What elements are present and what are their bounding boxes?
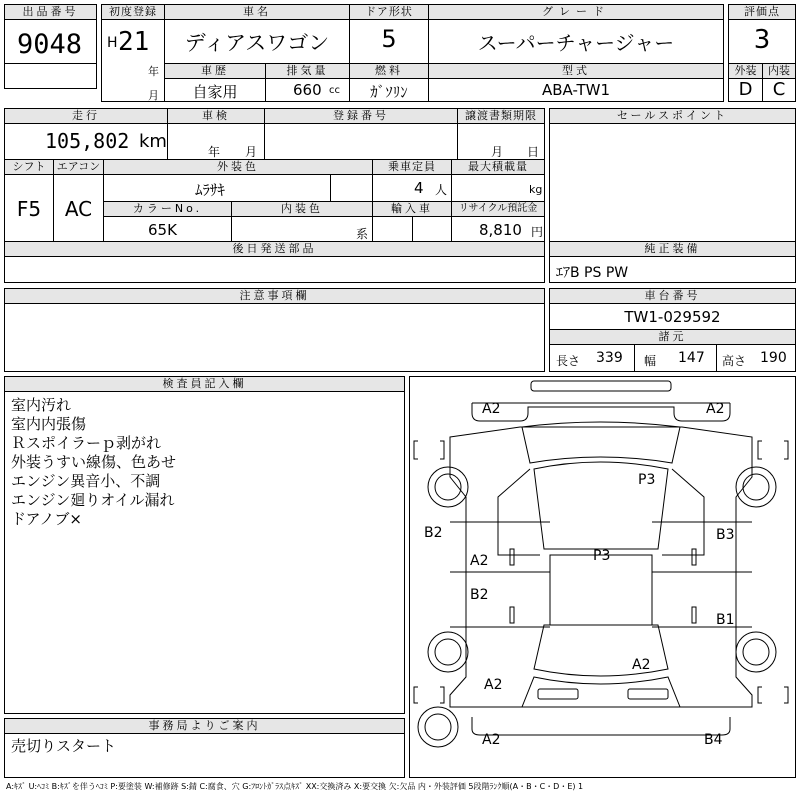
first-registration-era: H xyxy=(107,35,118,51)
mileage-unit: km xyxy=(139,131,167,152)
inspector-label: 検査員記入欄 xyxy=(5,377,404,392)
capacity-unit: 人 xyxy=(435,183,448,197)
inspector-note: 外装うすい線傷、色あせ xyxy=(11,453,177,471)
damage-mark: A2 xyxy=(482,401,501,417)
inspector-box xyxy=(4,376,405,714)
damage-mark: P3 xyxy=(638,472,656,488)
lot-number-value: 9048 xyxy=(17,29,83,60)
interior-grade-label: 内装 xyxy=(763,64,795,79)
chassis-box xyxy=(549,288,796,372)
dims-height-value: 190 xyxy=(760,350,787,366)
displacement-value: 660 xyxy=(293,81,322,99)
int-color-unit: 系 xyxy=(356,227,369,241)
color-no-value: 65K xyxy=(148,221,177,239)
aircon-value: AC xyxy=(64,197,93,221)
transfer-month-unit: 月 xyxy=(491,145,504,159)
model-value: ABA-TW1 xyxy=(541,81,611,99)
chassis-label: 車台番号 xyxy=(550,289,795,304)
details-box xyxy=(4,108,545,242)
max-load-unit: kg xyxy=(529,183,543,196)
sales-point-label: セールスポイント xyxy=(550,109,795,124)
history-value: 自家用 xyxy=(192,83,238,101)
recycle-label: リサイクル預託金 xyxy=(452,202,544,217)
displacement-label: 排気量 xyxy=(266,64,349,79)
car-diagram-box xyxy=(409,376,796,778)
first-registration-year: 21 xyxy=(118,27,150,57)
equipment-label: 純正装備 xyxy=(550,242,795,257)
inspector-note: ドアノブ× xyxy=(11,510,82,528)
transfer-deadline-label: 譲渡書類期限 xyxy=(458,109,544,124)
sales-point-box xyxy=(549,108,796,242)
door-label: ドア形状 xyxy=(350,5,428,20)
ext-color-value: ﾑﾗｻｷ xyxy=(195,181,226,199)
damage-mark: A2 xyxy=(706,401,725,417)
recycle-unit: 円 xyxy=(531,225,544,239)
lot-number-box xyxy=(4,4,97,89)
inspector-note: 室内内張傷 xyxy=(11,415,87,433)
color-no-label: カラーNo. xyxy=(104,202,231,217)
later-parts-label: 後日発送部品 xyxy=(5,242,544,257)
capacity-label: 乗車定員 xyxy=(373,160,451,175)
legend: A:ｷｽﾞ U:ﾍｺﾐ B:ｷｽﾞを伴うﾍｺﾐ P:要塗装 W:補修跡 S:錆 C:腐食、穴 G:ﾌﾛﾝﾄｶﾞﾗｽ点ｷｽﾞ XX:交換済み X:要交換 欠:欠品 内・外装評価 5段階ﾗﾝｸ順(A・B・C・D・E) 1 xyxy=(6,782,584,791)
dims-length-label: 長さ xyxy=(556,354,581,368)
score-value: 3 xyxy=(753,25,771,55)
model-label: 型式 xyxy=(429,64,723,79)
fuel-value: ｶﾞｿﾘﾝ xyxy=(370,83,408,101)
damage-mark: P3 xyxy=(593,548,611,564)
dims-label: 諸元 xyxy=(550,330,795,345)
shift-value: F5 xyxy=(16,197,42,221)
capacity-value: 4 xyxy=(414,179,424,197)
first-registration-month-unit: 月 xyxy=(148,89,159,102)
car-name-label: 車名 xyxy=(165,5,349,20)
office-label: 事務局よりご案内 xyxy=(5,719,404,734)
office-box xyxy=(4,718,405,778)
score-label: 評価点 xyxy=(729,5,795,20)
inspector-note: エンジン異音小、不調 xyxy=(11,472,161,490)
damage-mark: A2 xyxy=(484,677,503,693)
later-parts-box xyxy=(4,241,545,283)
recycle-value: 8,810 xyxy=(479,221,522,239)
mileage-label: 走行 xyxy=(5,109,167,124)
equipment-box xyxy=(549,241,796,283)
fuel-label: 燃料 xyxy=(350,64,428,79)
aircon-label: エアコン xyxy=(54,160,103,175)
int-color-label: 内装色 xyxy=(232,202,372,217)
grade-value: スーパーチャージャー xyxy=(477,31,675,55)
caution-label: 注意事項欄 xyxy=(5,289,544,304)
door-value: 5 xyxy=(381,25,397,53)
equipment-value: ｴｱB PS PW xyxy=(556,265,629,281)
lot-number-label: 出品番号 xyxy=(5,5,96,20)
inspection-month-unit: 月 xyxy=(245,145,258,159)
ext-color-label: 外装色 xyxy=(104,160,372,175)
damage-mark: B3 xyxy=(716,527,735,543)
max-load-label: 最大積載量 xyxy=(452,160,544,175)
first-registration-label: 初度登録 xyxy=(102,5,164,20)
import-label: 輸入車 xyxy=(373,202,451,217)
dims-height-label: 高さ xyxy=(722,354,747,368)
damage-mark: A2 xyxy=(632,657,651,673)
shift-label: シフト xyxy=(5,160,53,175)
dims-length-value: 339 xyxy=(596,350,623,366)
damage-mark: B4 xyxy=(704,732,723,748)
reg-no-label: 登録番号 xyxy=(265,109,457,124)
dims-width-label: 幅 xyxy=(644,354,657,368)
vehicle-info-box xyxy=(164,4,724,102)
car-diagram xyxy=(410,377,795,777)
damage-mark: B2 xyxy=(424,525,443,541)
interior-grade-value: C xyxy=(772,79,786,100)
inspector-note: 室内汚れ xyxy=(11,396,72,414)
mileage-value: 105,802 xyxy=(45,129,130,153)
dims-width-value: 147 xyxy=(678,350,705,366)
displacement-unit: cc xyxy=(329,85,340,96)
score-box xyxy=(728,4,796,102)
office-value: 売切りスタート xyxy=(11,737,117,755)
exterior-grade-label: 外装 xyxy=(729,64,762,79)
inspection-label: 車検 xyxy=(168,109,264,124)
inspection-year-unit: 年 xyxy=(208,145,221,159)
history-label: 車歴 xyxy=(165,64,265,79)
first-registration-box xyxy=(101,4,165,102)
car-name-value: ディアスワゴン xyxy=(184,31,330,55)
transfer-day-unit: 日 xyxy=(527,145,540,159)
damage-mark: A2 xyxy=(482,732,501,748)
first-registration-year-unit: 年 xyxy=(148,65,159,78)
grade-label: グレード xyxy=(429,5,723,20)
inspector-note: エンジン廻りオイル漏れ xyxy=(11,491,175,509)
chassis-value: TW1-029592 xyxy=(624,308,721,326)
damage-mark: A2 xyxy=(470,553,489,569)
caution-box xyxy=(4,288,545,372)
damage-mark: B2 xyxy=(470,587,489,603)
damage-mark: B1 xyxy=(716,612,735,628)
inspector-note: Ｒスポイラーｐ剥がれ xyxy=(11,434,162,452)
exterior-grade-value: D xyxy=(738,79,753,100)
